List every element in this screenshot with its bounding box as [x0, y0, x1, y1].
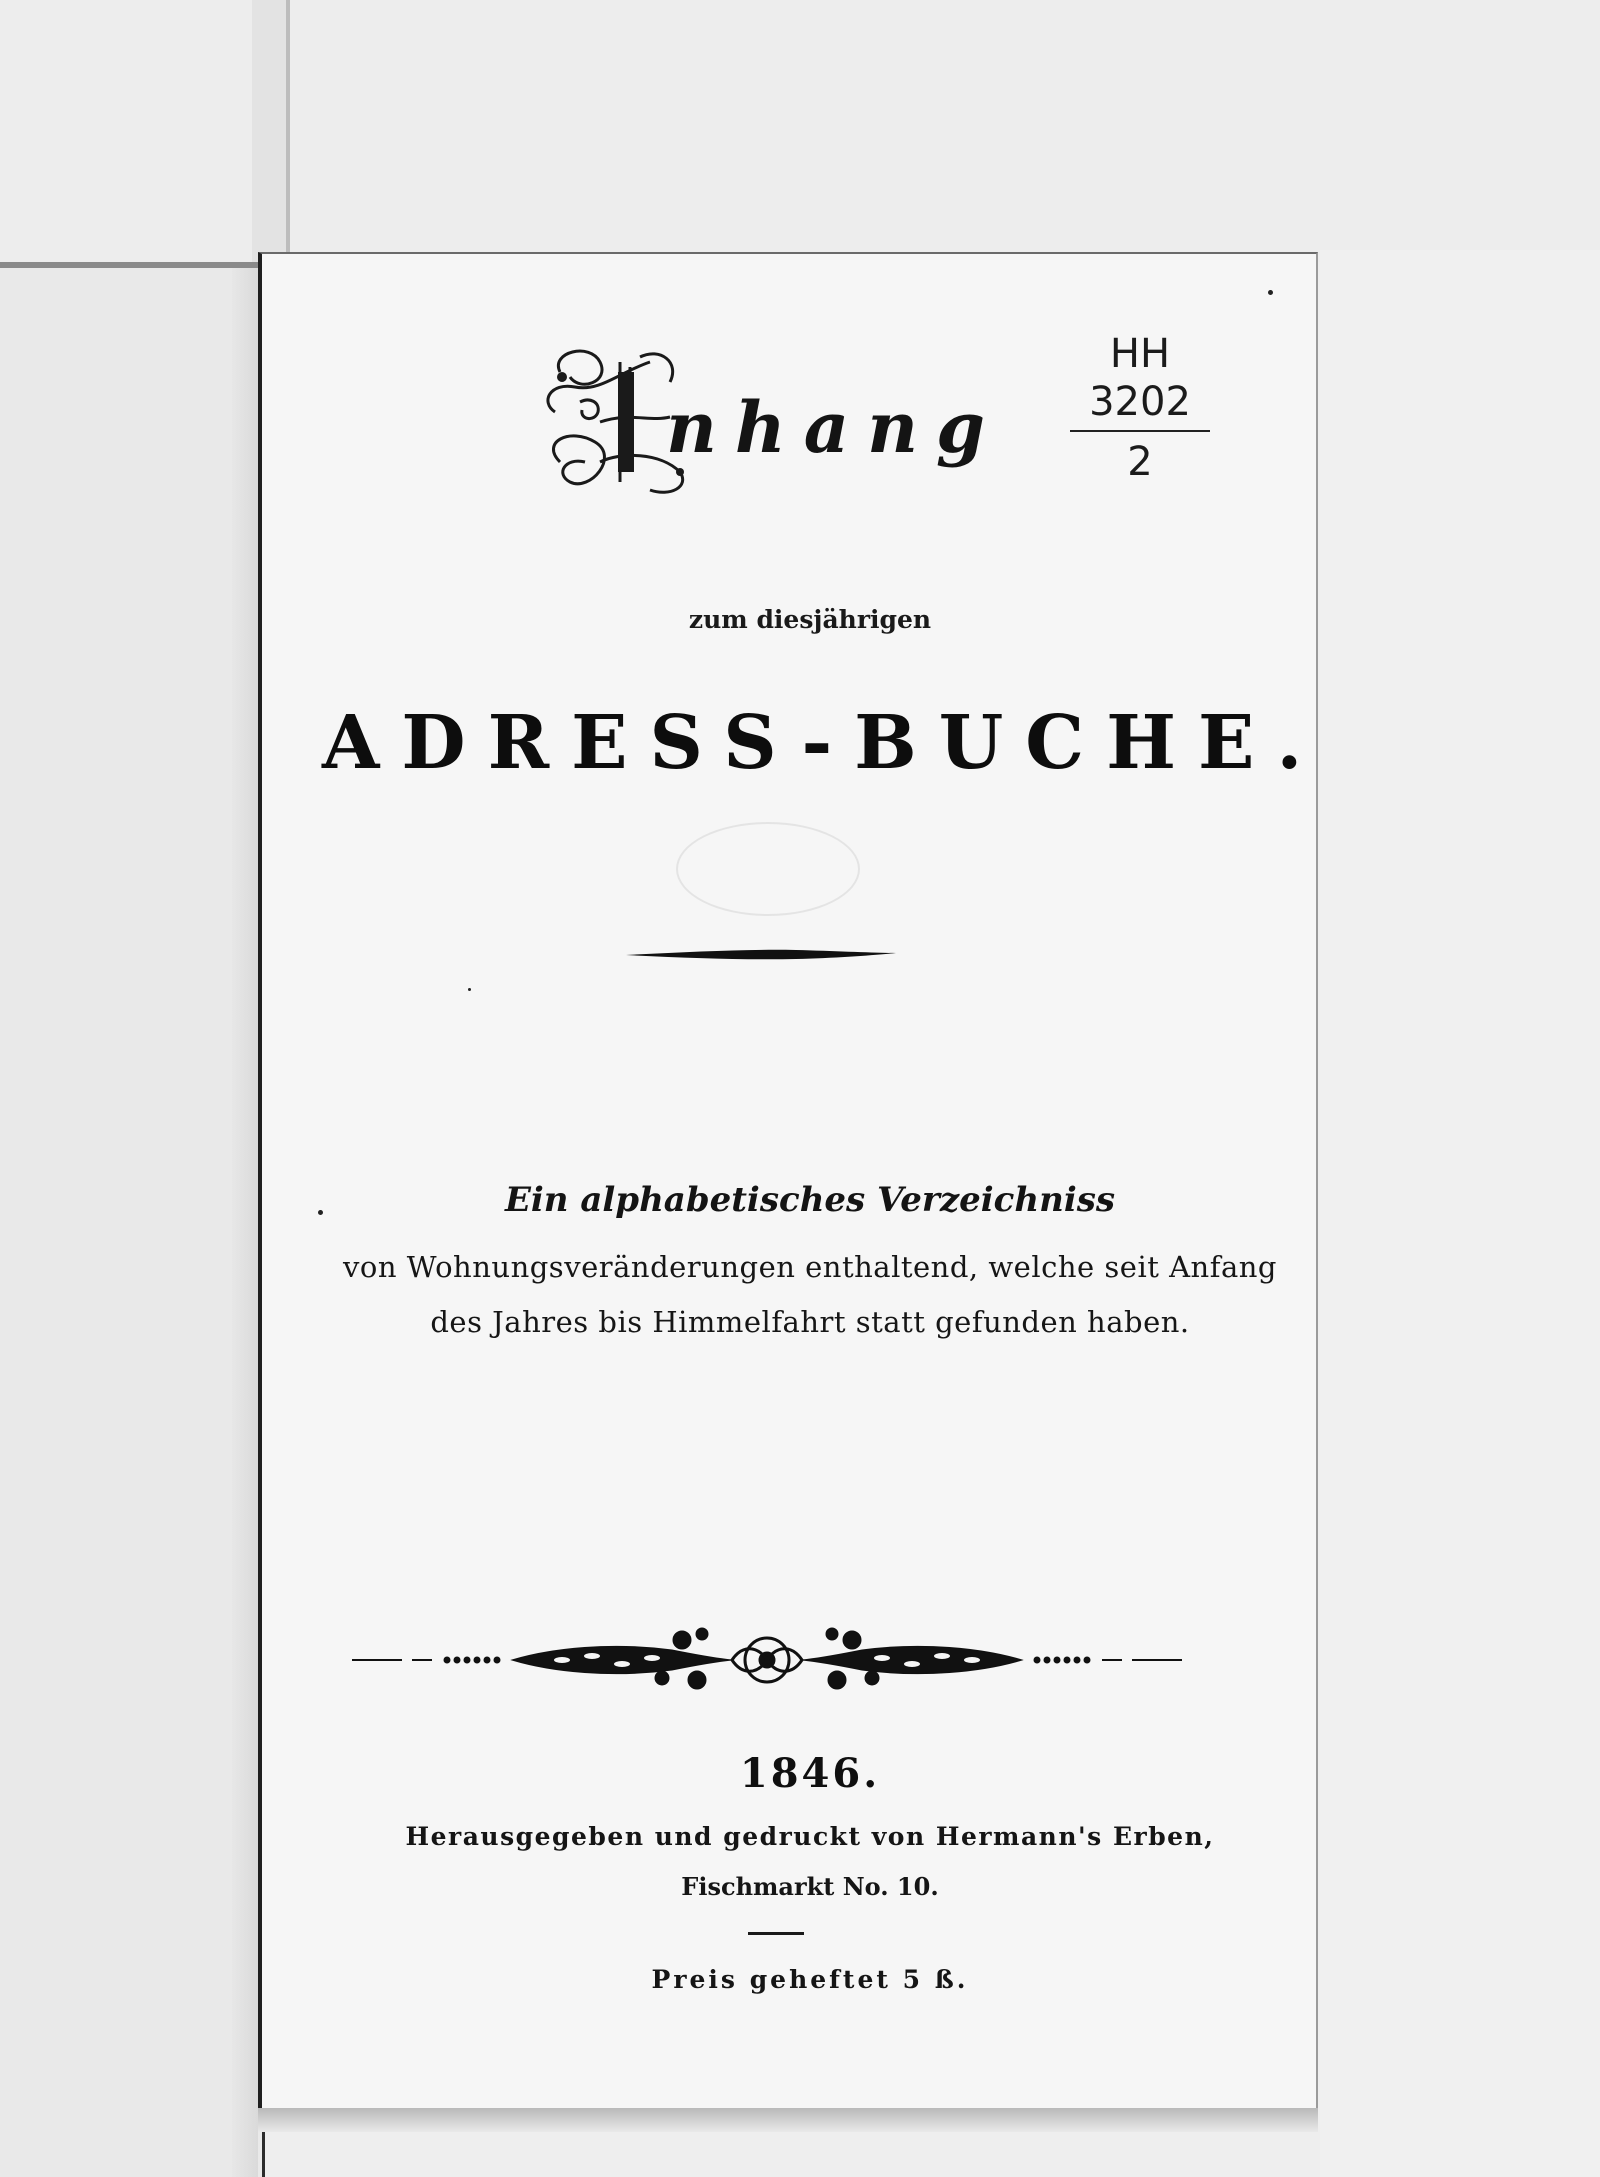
shelf-mark: [1070, 330, 1210, 510]
ink-speck: [468, 988, 471, 991]
tapered-rule: [626, 948, 896, 962]
description-line-3: des Jahres bis Himmelfahrt statt gefunden haben.: [430, 1305, 1190, 1339]
background-top: [0, 0, 1600, 262]
publication-year: 1846.: [739, 1750, 881, 1797]
short-rule: [748, 1932, 804, 1935]
page-title: [540, 342, 1010, 492]
shelf-mark-divider: [1070, 430, 1210, 432]
background-stripe: [252, 0, 286, 262]
ink-speck: [318, 1210, 323, 1215]
publisher-line: Herausgegeben und gedruckt von Hermann's Erben,: [405, 1822, 1215, 1851]
left-page-top-edge: [0, 262, 262, 268]
background-stripe-edge: [286, 0, 290, 262]
shelf-mark-line-2: 3202: [1089, 379, 1191, 425]
title-text: nhang: [666, 386, 1003, 469]
floral-ornament-icon: [352, 1620, 1182, 1700]
price-line: Preis geheftet 5 ß.: [651, 1965, 969, 1994]
shelf-mark-line-1: HH: [1109, 331, 1171, 377]
faint-library-stamp: [676, 822, 860, 916]
shelf-mark-line-3: 2: [1127, 439, 1153, 485]
subtitle: zum diesjährigen: [688, 605, 932, 634]
publisher-address: Fischmarkt No. 10.: [681, 1872, 939, 1901]
description-line-2: von Wohnungsveränderungen enthaltend, welche seit Anfang: [343, 1250, 1277, 1284]
main-title: ADRESS-BUCHE.: [322, 700, 1325, 786]
page-bottom-shadow: [258, 2108, 1318, 2132]
description-heading: Ein alphabetisches Verzeichniss: [504, 1180, 1116, 1220]
ink-speck: [1268, 290, 1273, 295]
